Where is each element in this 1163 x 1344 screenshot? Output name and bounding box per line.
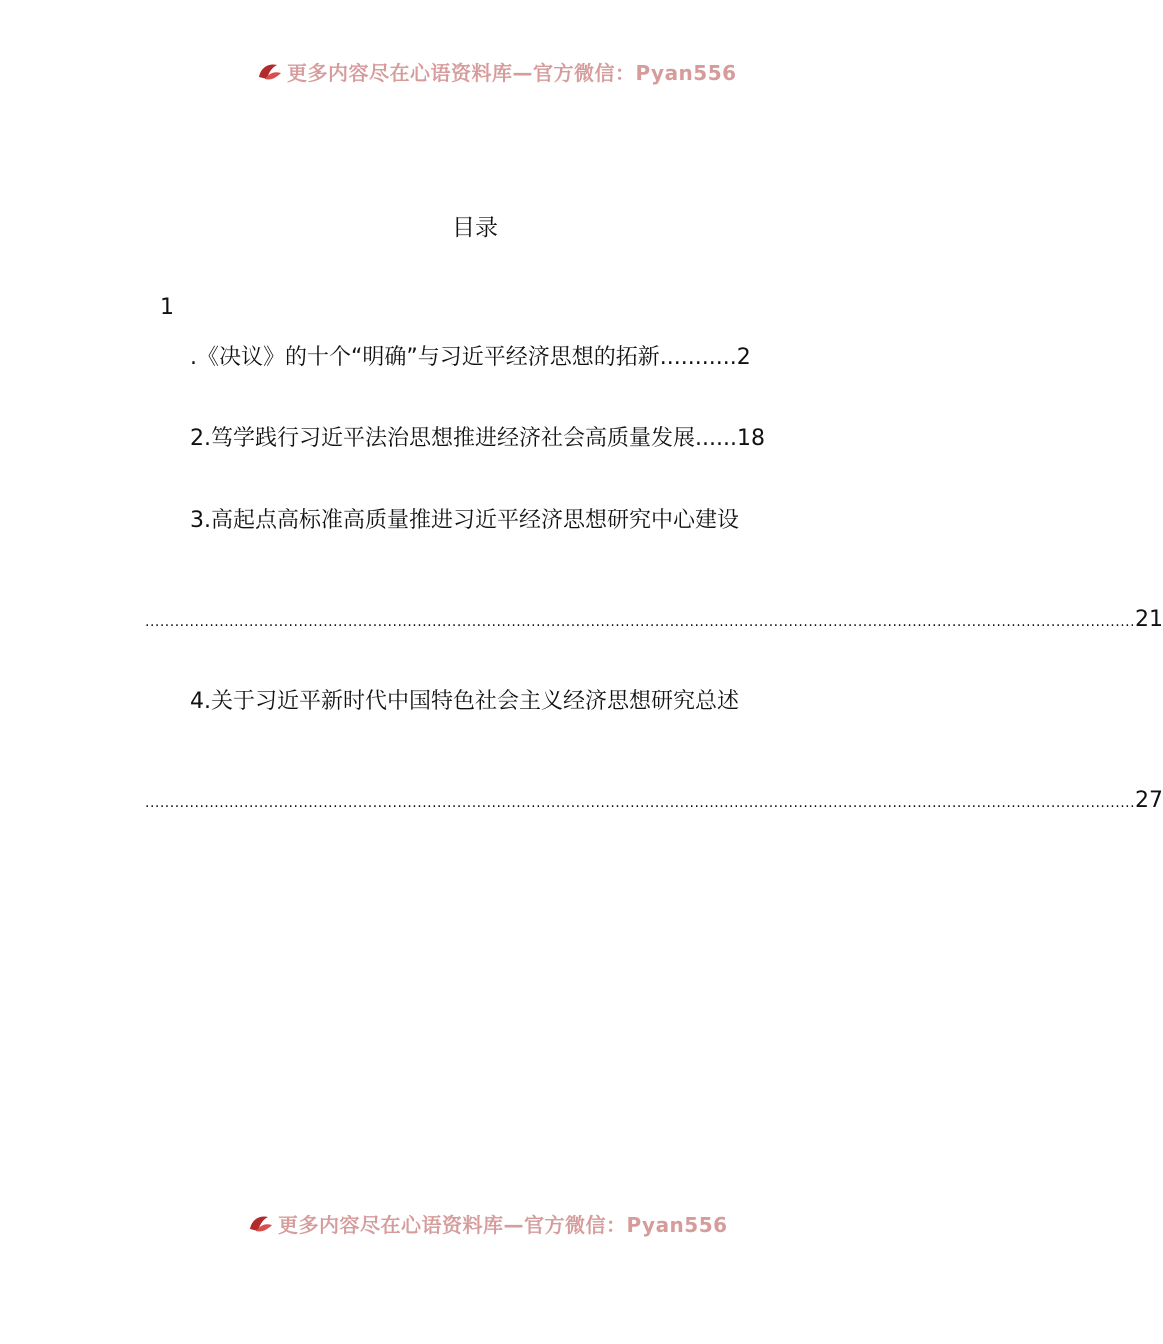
toc-leader-line	[145, 604, 1163, 638]
toc-entry-text: .《决议》的十个“明确”与习近平经济思想的拓新	[190, 345, 660, 370]
toc-leader-line	[145, 785, 1163, 819]
toc-entry-page: 21	[1135, 607, 1163, 632]
watermark-text: 更多内容尽在心语资料库—官方微信：Pyan556	[287, 60, 737, 85]
toc-entry[interactable]	[190, 505, 805, 537]
toc-entry-leader: ......	[695, 426, 737, 451]
watermark-text: 更多内容尽在心语资料库—官方微信：Pyan556	[278, 1212, 728, 1237]
toc-entry-page: 18	[736, 426, 765, 451]
leader-dots: ........................................................................................................................................................................................................	[145, 614, 1136, 630]
logo-icon	[255, 59, 283, 83]
toc-entry-leader: ...........	[659, 345, 737, 370]
toc-entry-page: 2	[736, 345, 751, 370]
toc-entry-text: 2.笃学践行习近平法治思想推进经济社会高质量发展	[190, 426, 695, 451]
leader-dots: ........................................................................................................................................................................................................	[145, 795, 1136, 811]
toc-entry-text: 4.关于习近平新时代中国特色社会主义经济思想研究总述	[190, 689, 739, 714]
toc-entry[interactable]	[190, 686, 805, 718]
toc-entry[interactable]	[190, 423, 805, 455]
toc-entry-text: 3.高起点高标准高质量推进习近平经济思想研究中心建设	[190, 508, 739, 533]
toc-title: 目录	[452, 215, 498, 241]
toc-entry-page: 27	[1135, 788, 1163, 813]
watermark-header	[255, 56, 745, 86]
watermark-footer	[246, 1208, 736, 1238]
toc-entry[interactable]	[190, 342, 805, 374]
logo-icon	[246, 1211, 274, 1235]
toc-number-prefix: 1	[160, 295, 174, 320]
